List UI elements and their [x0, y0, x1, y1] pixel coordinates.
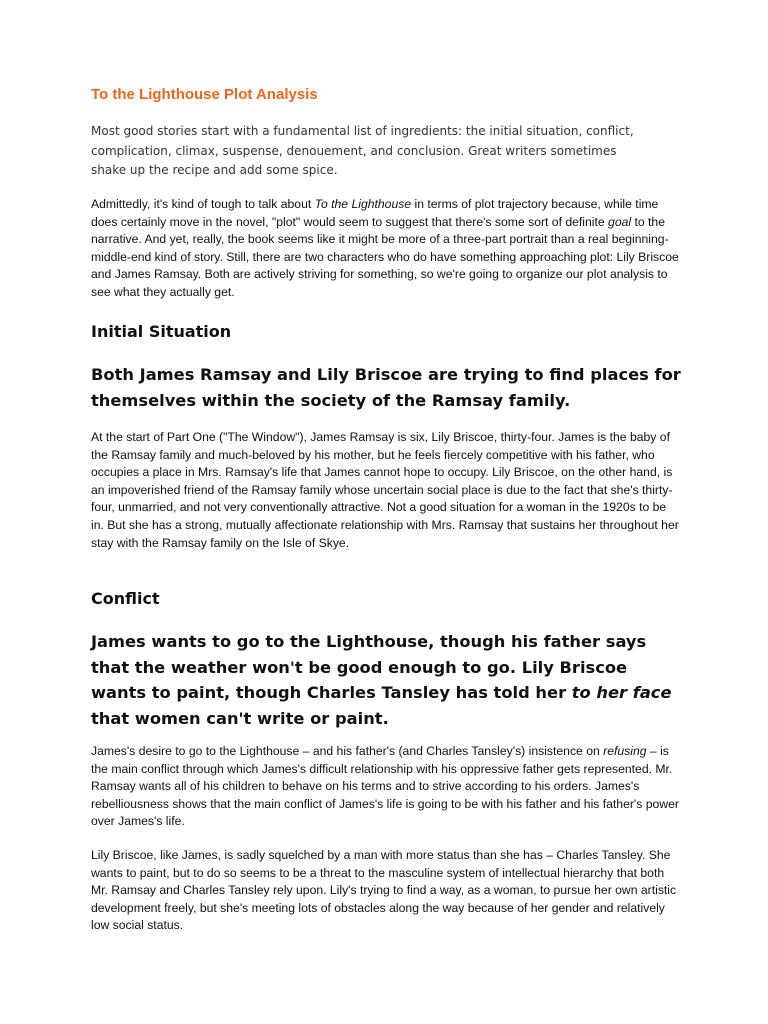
conflict-summary-text-2: that women can't write or paint.: [91, 708, 389, 728]
overview-paragraph: [91, 196, 681, 302]
intro-paragraph: Most good stories start with a fundamental list of ingredients: the initial situation, conflict, complication, climax, suspense, denouement, and conclusion. Great writers sometimes shake up the recipe and add some spice.: [91, 124, 634, 177]
page-title: To the Lighthouse Plot Analysis: [91, 86, 318, 103]
conflict-james-text-2: – is the main conflict through which James's difficult relationship with his oppressive father gets represented. Mr. Ramsay wants all of his children to behave on his terms and to strive according to his orders. James's rebelliousness shows that the main conflict of James's life is going to be with his father and his father's power over James's life.: [91, 744, 679, 829]
conflict-james-text-1: James's desire to go to the Lighthouse – and his father's (and Charles Tansley's) insistence on: [91, 744, 604, 758]
conflict-heading: Conflict: [91, 589, 160, 608]
book-title: To the Lighthouse: [314, 197, 412, 211]
conflict-paragraph-james: [91, 743, 681, 831]
initial-situation-heading: Initial Situation: [91, 322, 232, 341]
goal-word: goal: [608, 214, 632, 229]
conflict-paragraph-lily: Lily Briscoe, like James, is sadly squelched by a man with more status than she has – Charles Tansley. She wants to paint, but to do so seems to be a threat to the masculine system of intellectual hierarchy that both Mr. Ramsay and Charles Tansley rely upon. Lily's trying to find a way, as a woman, to pursue her own artistic development freely, but she's meeting lots of obstacles along the way because of her gender and relatively low social status.: [91, 848, 677, 933]
to-her-face-emphasis: to her face: [571, 683, 672, 702]
overview-text-3: to the narrative. And yet, really, the book seems like it might be more of a three-part portrait than a real beginning-middle-end kind of story. Still, there are two characters who do have something approaching plot: Lily Briscoe and James Ramsay. Both are actively striving for something, so we're going to organize our plot analysis to see what they actually get.: [91, 214, 679, 299]
conflict-summary-text-1: James wants to go to the Lighthouse, though his father says that the weather won't be good enough to go. Lily Briscoe wants to paint, though Charles Tansley has told her: [91, 632, 647, 702]
initial-situation-paragraph: At the start of Part One ("The Window"), James Ramsay is six, Lily Briscoe, thirty-four. James is the baby of the Ramsay family and much-beloved by his mother, but he feels fiercely competitive with his father, who occupies a place in Mrs. Ramsay's life that James cannot hope to occupy. Lily Briscoe, on the other hand, is an impoverished friend of the Ramsay family whose uncertain social place is due to the fact that she's thirty-four, unmarried, and not very conventionally attractive. Not a good situation for a woman in the 1920s to be in. But she has a strong, mutually affectionate relationship with Mrs. Ramsay that sustains her throughout her stay with the Ramsay family on the Isle of Skye.: [91, 430, 679, 550]
conflict-summary: [91, 629, 686, 731]
refusing-emphasis: refusing: [603, 744, 647, 758]
overview-text-1: Admittedly, it's kind of tough to talk about: [91, 197, 315, 211]
initial-situation-summary: Both James Ramsay and Lily Briscoe are trying to find places for themselves within the society of the Ramsay family.: [91, 365, 681, 410]
overview-text-2: in terms of plot trajectory because, while time does certainly move in the novel, "plot" would seem to suggest that there's some sort of definite: [91, 197, 659, 229]
